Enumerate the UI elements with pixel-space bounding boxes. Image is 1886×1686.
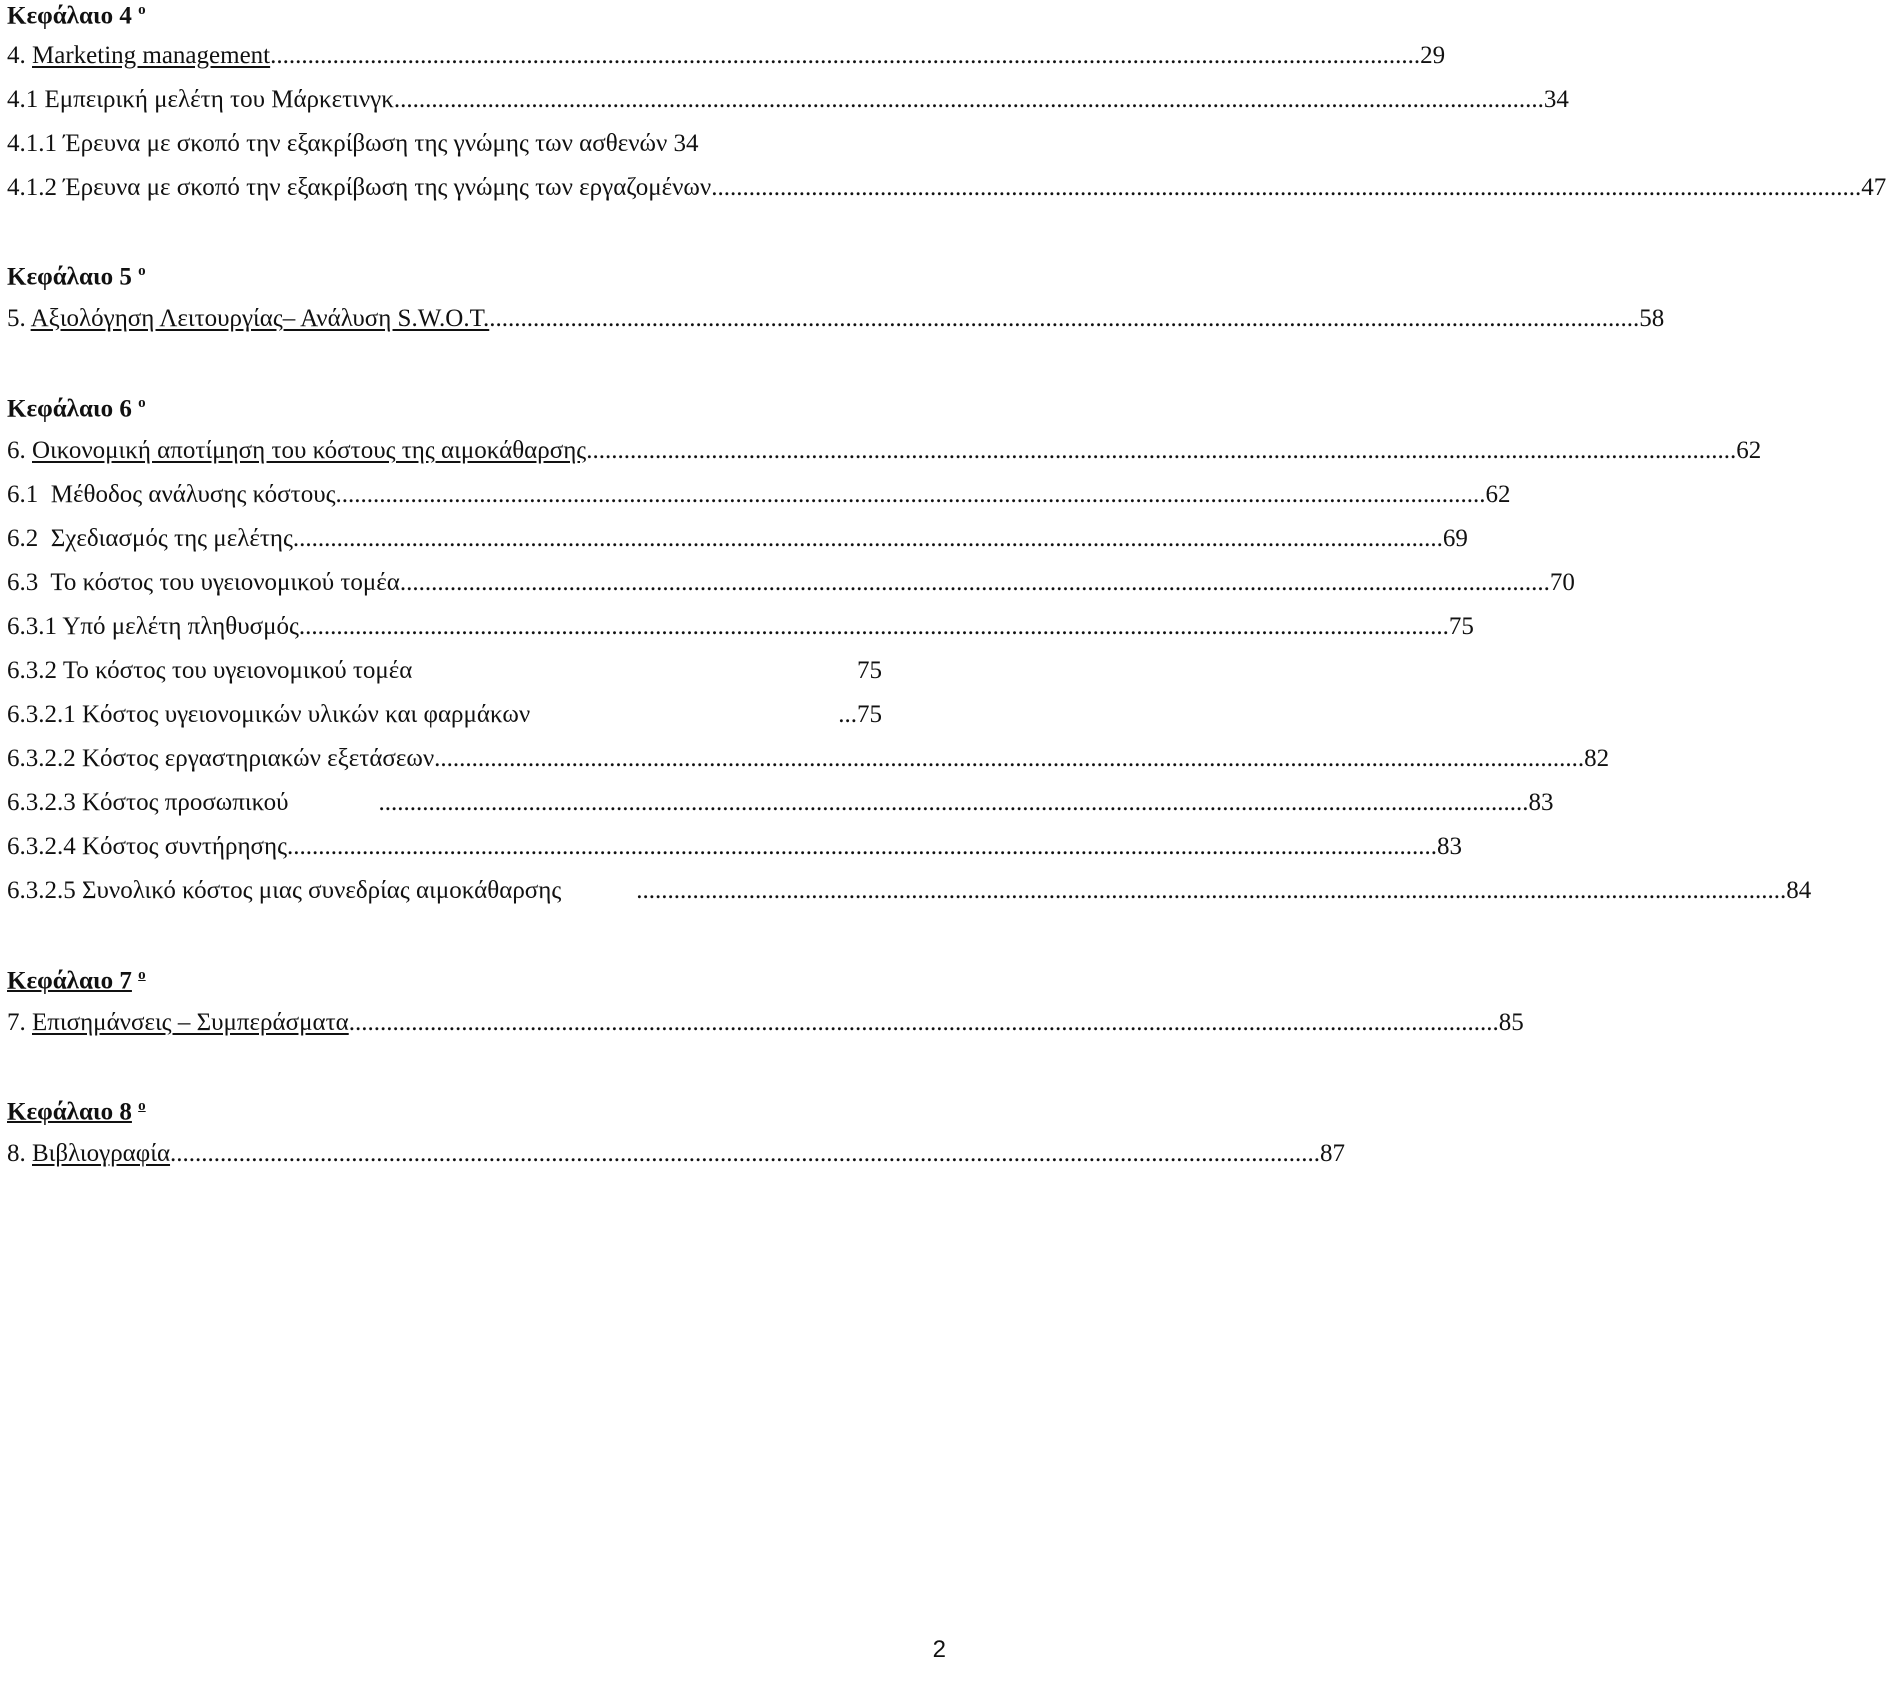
toc-entry-6-3[interactable]: 6.3 Το κόστος του υγειονομικού τομέα ..... 70	[0, 569, 960, 609]
toc-entry-6-3-2-4[interactable]: 6.3.2.4 Κόστος συντήρησης ..... 83	[0, 833, 960, 873]
toc-entry-6-3-2-3[interactable]: 6.3.2.3 Κόστος προσωπικού ..... 83	[0, 789, 960, 829]
chapter-4-heading: Κεφάλαιο 4 $^o$	[7, 2, 146, 30]
toc-entry-6-3-1[interactable]: 6.3.1 Υπό μελέτη πληθυσμός ..... 75	[0, 613, 960, 653]
toc-entry-6-3-2-2[interactable]: 6.3.2.2 Κόστος εργαστηριακών εξετάσεων ..... 82	[0, 745, 960, 785]
toc-entry-6-1[interactable]: 6.1 Μέθοδος ανάλυσης κόστους ..... 62	[0, 481, 960, 521]
toc-entry-4[interactable]: 4. Marketing management ..... 29	[0, 42, 960, 82]
toc-entry-4-1[interactable]: 4.1 Εμπειρική μελέτη του Μάρκετινγκ ..... 34	[0, 86, 960, 126]
chapter-8-heading: Κεφάλαιο 8 $^o$	[7, 1098, 146, 1126]
toc-entry-5[interactable]: 5. Αξιολόγηση Λειτουργίας– Ανάλυση S.W.O.T. ..... 58	[0, 305, 960, 345]
toc-entry-8[interactable]: 8. Βιβλιογραφία ..... 87	[0, 1140, 960, 1180]
toc-entry-6-2[interactable]: 6.2 Σχεδιασμός της μελέτης ..... 69	[0, 525, 960, 565]
chapter-7-heading: Κεφάλαιο 7 $^o$	[7, 967, 146, 995]
toc-entry-6-3-2-5[interactable]: 6.3.2.5 Συνολικό κόστος μιας συνεδρίας αιμοκάθαρσης ..... 84	[0, 877, 960, 917]
chapter-6-heading: Κεφάλαιο 6 $^o$	[7, 395, 146, 423]
toc-entry-4-1-1[interactable]: 4.1.1 Έρευνα με σκοπό την εξακρίβωση της γνώμης των ασθενών 34	[7, 130, 699, 157]
toc-entry-6-3-2-1[interactable]: 6.3.2.1 Κόστος υγειονομικών υλικών και φαρμάκων ...75	[7, 701, 882, 728]
page-number: 2	[932, 1636, 946, 1663]
toc-entry-7[interactable]: 7. Επισημάνσεις – Συμπεράσματα ..... 85	[0, 1009, 960, 1049]
chapter-5-heading: Κεφάλαιο 5 $^o$	[7, 263, 146, 291]
toc-entry-6[interactable]: 6. Οικονομική αποτίμηση του κόστους της αιμοκάθαρσης ..... 62	[0, 437, 960, 477]
toc-entry-4-1-2[interactable]: 4.1.2 Έρευνα με σκοπό την εξακρίβωση της γνώμης των εργαζομένων ..... 47	[0, 174, 960, 214]
toc-entry-6-3-2[interactable]: 6.3.2 Το κόστος του υγειονομικού τομέα 75	[7, 657, 882, 684]
